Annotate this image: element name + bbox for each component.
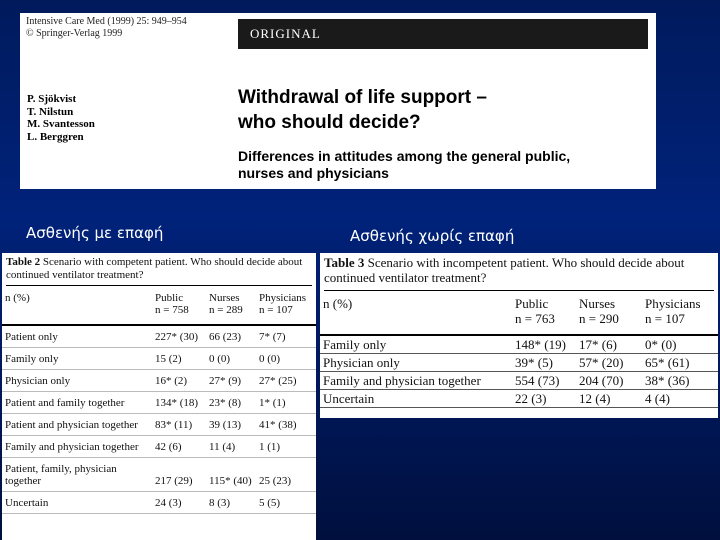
cell-public: 15 (2) <box>152 348 206 370</box>
header-cell <box>256 286 316 325</box>
cell-public: 16* (2) <box>152 370 206 392</box>
header-cell <box>576 291 642 335</box>
cell-public: 217 (29) <box>152 458 206 492</box>
row-label: Family and physician together <box>2 436 152 458</box>
author: M. Svantesson <box>27 118 95 130</box>
paper-title-line-1: Withdrawal of life support – <box>238 87 487 108</box>
cell-nurses: 204 (70) <box>576 371 642 389</box>
author: T. Nilstun <box>27 105 74 118</box>
row-label: Family only <box>320 335 512 354</box>
header-group-name: Public <box>515 295 549 311</box>
journal-citation <box>26 16 187 40</box>
cell-public: 227* (30) <box>152 325 206 348</box>
table-row <box>320 371 718 389</box>
header-cell: n (%) <box>2 286 152 325</box>
paper-header <box>20 13 656 189</box>
header-cell <box>206 286 256 325</box>
cell-physicians: 0* (0) <box>642 335 718 354</box>
header-n: n = 758 <box>155 304 189 317</box>
row-label: Uncertain <box>320 389 512 407</box>
author: P. Sjökvist <box>27 93 77 105</box>
table-2-caption-label: Table 2 <box>6 256 41 268</box>
cell-physicians: 27* (25) <box>256 370 316 392</box>
cell-public: 39* (5) <box>512 353 576 371</box>
cell-physicians: 1* (1) <box>256 392 316 414</box>
cell-public: 42 (6) <box>152 436 206 458</box>
header-cell: n (%) <box>320 291 512 335</box>
cell-public: 24 (3) <box>152 492 206 514</box>
cell-public: 22 (3) <box>512 389 576 407</box>
table-row <box>2 348 316 370</box>
header-n: n = 107 <box>645 310 685 326</box>
table-row <box>2 325 316 348</box>
label-patient-without-contact: Ασθενής χωρίς επαφή <box>350 227 515 245</box>
table-header-row <box>320 291 718 335</box>
table-2 <box>2 253 316 540</box>
table-row <box>2 414 316 436</box>
header-n: n = 289 <box>209 304 243 317</box>
cell-physicians: 25 (23) <box>256 458 316 492</box>
cell-public: 554 (73) <box>512 371 576 389</box>
cell-nurses: 0 (0) <box>206 348 256 370</box>
cell-nurses: 57* (20) <box>576 353 642 371</box>
cell-nurses: 8 (3) <box>206 492 256 514</box>
author-list <box>27 93 95 143</box>
table-3-caption-label: Table 3 <box>324 255 365 270</box>
cell-nurses: 27* (9) <box>206 370 256 392</box>
cell-physicians: 38* (36) <box>642 371 718 389</box>
paper-title-line-2: who should decide? <box>238 112 421 133</box>
label-patient-with-contact: Ασθενής με επαφή <box>26 224 164 242</box>
table-2-caption <box>2 253 316 281</box>
header-group-name: Public <box>155 292 184 305</box>
cell-public: 83* (11) <box>152 414 206 436</box>
paper-subtitle-line-1: Differences in attitudes among the general public, <box>238 148 571 164</box>
cell-physicians: 41* (38) <box>256 414 316 436</box>
table-row <box>320 389 718 407</box>
header-group-name: Physicians <box>645 295 701 311</box>
table-3-caption <box>320 253 718 286</box>
cell-public: 148* (19) <box>512 335 576 354</box>
cell-nurses: 39 (13) <box>206 414 256 436</box>
cell-physicians: 65* (61) <box>642 353 718 371</box>
paper-subtitle-line-2: nurses and physicians <box>238 165 389 181</box>
row-label: Family only <box>2 348 152 370</box>
paper-subtitle <box>238 148 638 182</box>
author: L. Berggren <box>27 130 84 143</box>
row-label: Patient, family, physician together <box>2 458 152 492</box>
header-group-name: Physicians <box>259 292 307 305</box>
cell-physicians: 7* (7) <box>256 325 316 348</box>
cell-nurses: 115* (40) <box>206 458 256 492</box>
cell-public: 134* (18) <box>152 392 206 414</box>
table-2-caption-text: Scenario with competent patient. Who should decide about continued ventilator treatment? <box>6 256 303 281</box>
header-n: n = 290 <box>579 310 619 326</box>
journal-line-1: Intensive Care Med (1999) 25: 949–954 <box>26 16 187 27</box>
row-label: Patient only <box>2 325 152 348</box>
table-3-grid <box>320 291 718 408</box>
row-label: Patient and physician together <box>2 414 152 436</box>
table-row <box>2 492 316 514</box>
cell-nurses: 17* (6) <box>576 335 642 354</box>
section-banner: ORIGINAL <box>238 19 648 49</box>
table-row <box>320 335 718 354</box>
table-3 <box>320 253 718 418</box>
header-group-name: Nurses <box>579 295 616 311</box>
row-label: Physician only <box>2 370 152 392</box>
header-n: n = 763 <box>515 310 555 326</box>
table-row <box>2 370 316 392</box>
table-row <box>2 436 316 458</box>
cell-physicians: 5 (5) <box>256 492 316 514</box>
paper-title <box>238 85 638 135</box>
header-cell <box>152 286 206 325</box>
table-row <box>2 392 316 414</box>
header-cell <box>642 291 718 335</box>
cell-nurses: 11 (4) <box>206 436 256 458</box>
row-label: Uncertain <box>2 492 152 514</box>
row-label: Family and physician together <box>320 371 512 389</box>
header-group-name: Nurses <box>209 292 240 305</box>
table-row <box>2 458 316 492</box>
header-n: n = 107 <box>259 304 293 317</box>
table-2-grid <box>2 286 316 514</box>
row-label: Physician only <box>320 353 512 371</box>
cell-physicians: 1 (1) <box>256 436 316 458</box>
cell-physicians: 4 (4) <box>642 389 718 407</box>
table-row <box>320 353 718 371</box>
journal-line-2: © Springer-Verlag 1999 <box>26 28 123 39</box>
row-label: Patient and family together <box>2 392 152 414</box>
header-cell <box>512 291 576 335</box>
table-3-caption-text: Scenario with incompetent patient. Who should decide about continued ventilator treatment? <box>324 255 685 285</box>
cell-physicians: 0 (0) <box>256 348 316 370</box>
cell-nurses: 12 (4) <box>576 389 642 407</box>
table-header-row <box>2 286 316 325</box>
cell-nurses: 66 (23) <box>206 325 256 348</box>
cell-nurses: 23* (8) <box>206 392 256 414</box>
